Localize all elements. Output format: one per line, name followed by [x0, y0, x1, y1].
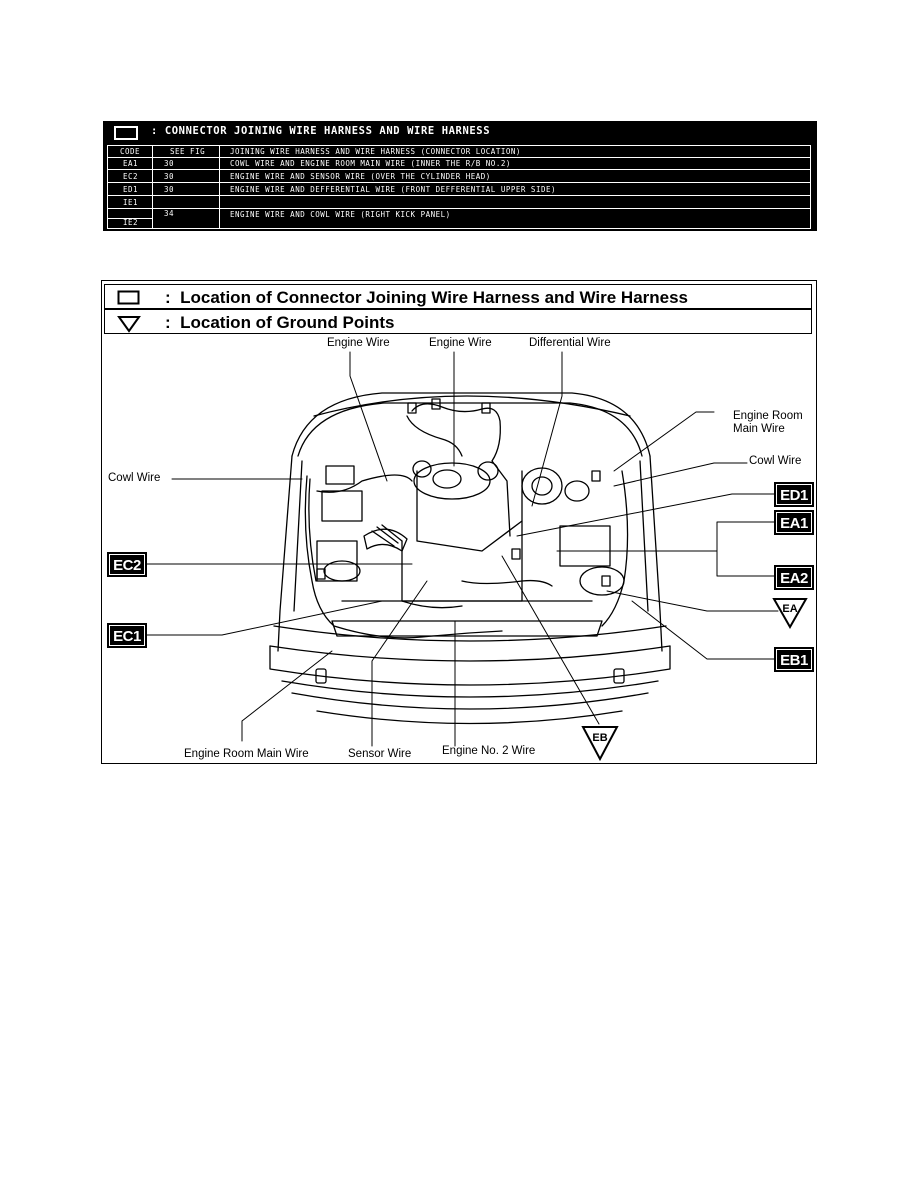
ground-point-ea	[772, 597, 808, 629]
header-code: CODE	[120, 147, 141, 156]
header-description: JOINING WIRE HARNESS AND WIRE HARNESS (CONNECTOR LOCATION)	[230, 147, 521, 156]
label-engine-wire: Engine Wire	[429, 337, 492, 349]
ground-point-eb	[581, 725, 619, 761]
label-sensor-wire: Sensor Wire	[348, 748, 412, 760]
row-fig: 34	[164, 209, 175, 218]
svg-text:EA: EA	[782, 603, 798, 615]
row-desc: ENGINE WIRE AND COWL WIRE (RIGHT KICK PANEL)	[230, 210, 451, 219]
row-code: EA1	[123, 159, 139, 168]
connector-table	[103, 121, 817, 231]
row-fig: 30	[164, 172, 175, 181]
row-desc: COWL WIRE AND ENGINE ROOM MAIN WIRE (INNER THE R/B NO.2)	[230, 159, 511, 168]
connector-code-ed1: ED1	[776, 484, 812, 505]
svg-text:EB: EB	[592, 732, 608, 744]
header-see-fig: SEE FIG	[170, 147, 206, 156]
table-title-row	[103, 121, 817, 143]
legend-separator: :	[165, 288, 171, 307]
connector-code-ea1: EA1	[776, 512, 812, 533]
legend-connector-text: Location of Connector Joining Wire Harness and Wire Harness	[180, 288, 689, 307]
row-fig: 30	[164, 185, 175, 194]
row-desc: ENGINE WIRE AND SENSOR WIRE (OVER THE CYLINDER HEAD)	[230, 172, 491, 181]
connector-square-icon	[114, 126, 138, 140]
row-code-2: IE2	[123, 218, 139, 227]
label-engine-no2-wire: Engine No. 2 Wire	[442, 745, 536, 757]
label-engine-room-main-wire: Engine Room Main Wire	[184, 748, 309, 760]
label-engine-room-main-wire: Engine Room Main Wire	[733, 410, 803, 435]
row-fig: 30	[164, 159, 175, 168]
table-title: : CONNECTOR JOINING WIRE HARNESS AND WIRE HARNESS	[151, 125, 491, 137]
row-desc: ENGINE WIRE AND DEFFERENTIAL WIRE (FRONT DEFFERENTIAL UPPER SIDE)	[230, 185, 556, 194]
legend-separator: :	[165, 313, 171, 332]
label-engine-wire: Engine Wire	[327, 337, 390, 349]
connector-code-ec1: EC1	[109, 625, 145, 646]
legend-ground-text: Location of Ground Points	[180, 313, 395, 332]
engine-bay-illustration	[102, 281, 818, 765]
label-cowl-wire: Cowl Wire	[749, 455, 802, 467]
label-differential-wire: Differential Wire	[529, 337, 611, 349]
connector-code-ec2: EC2	[109, 554, 145, 575]
table-grid	[107, 145, 811, 229]
row-code: EC2	[123, 172, 139, 181]
connector-code-eb1: EB1	[776, 649, 812, 670]
connector-code-ea2: EA2	[776, 567, 812, 588]
row-code: IE1	[123, 198, 139, 207]
label-cowl-wire: Cowl Wire	[108, 472, 161, 484]
engine-compartment-diagram	[101, 280, 817, 764]
row-code: ED1	[123, 185, 139, 194]
